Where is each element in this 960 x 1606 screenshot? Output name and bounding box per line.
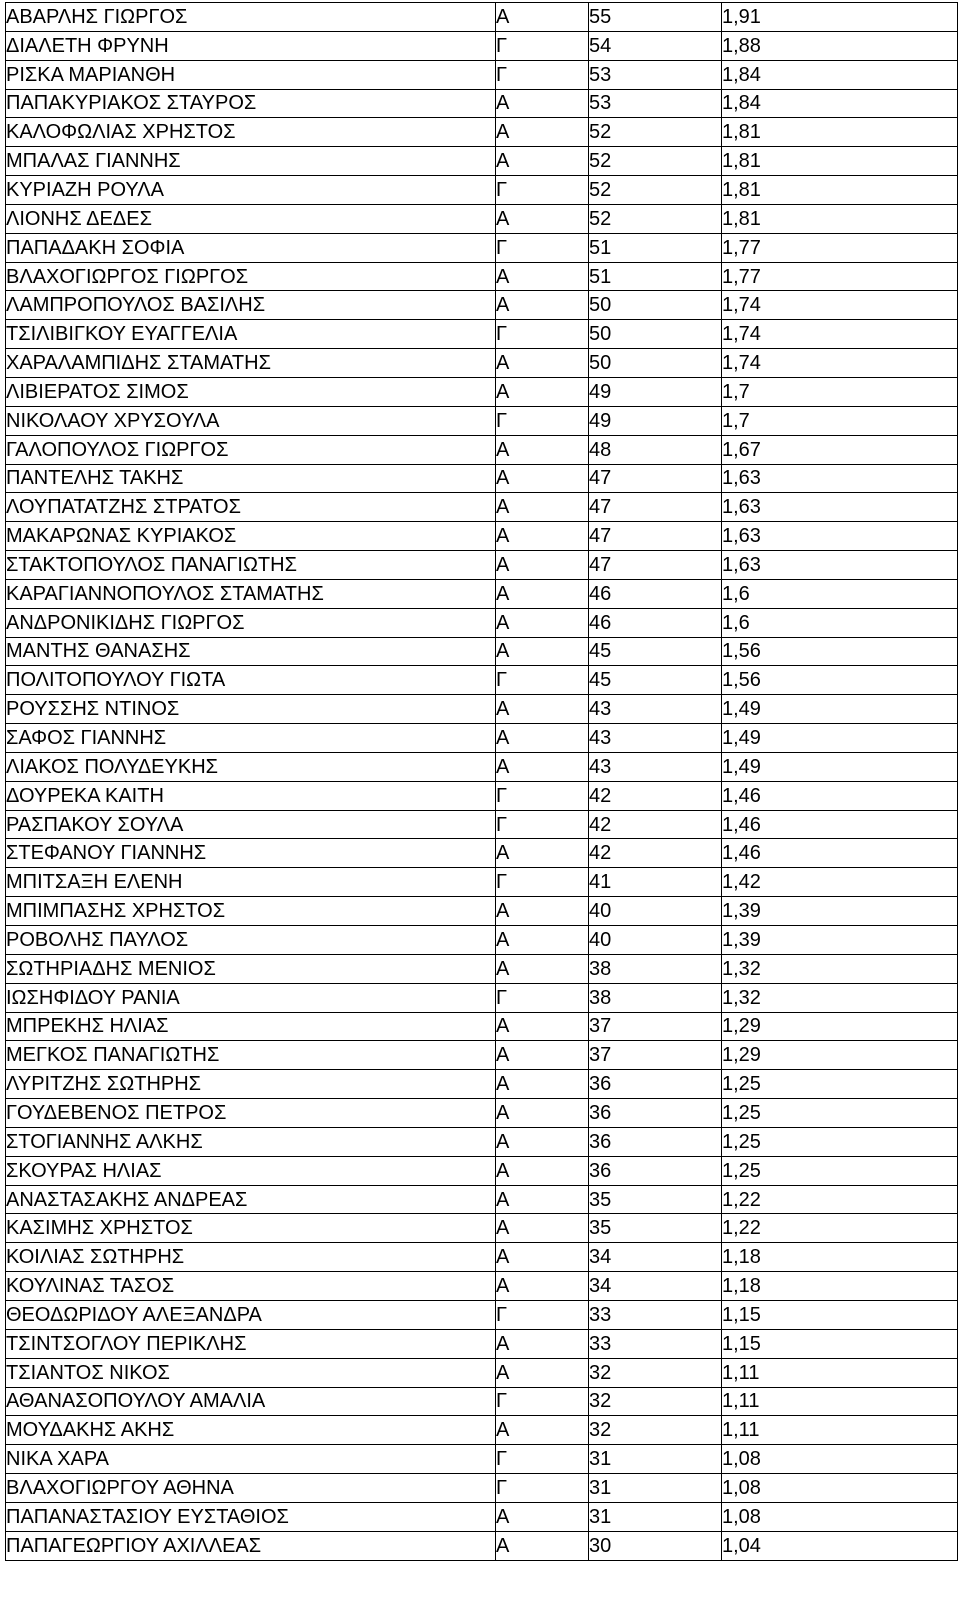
- ratio-cell: 1,63: [722, 522, 958, 551]
- name-cell: ΜΠΙΜΠΑΣΗΣ ΧΡΗΣΤΟΣ: [6, 897, 496, 926]
- name-cell: ΣΑΦΟΣ ΓΙΑΝΝΗΣ: [6, 724, 496, 753]
- score-cell: 32: [589, 1416, 722, 1445]
- name-cell: ΓΑΛΟΠΟΥΛΟΣ ΓΙΩΡΓΟΣ: [6, 435, 496, 464]
- name-cell: ΓΟΥΔΕΒΕΝΟΣ ΠΕΤΡΟΣ: [6, 1099, 496, 1128]
- name-cell: ΚΑΡΑΓΙΑΝΝΟΠΟΥΛΟΣ ΣΤΑΜΑΤΗΣ: [6, 579, 496, 608]
- category-cell: Α: [496, 1531, 589, 1560]
- table-row: [6, 983, 958, 1012]
- table-row: [6, 493, 958, 522]
- category-cell: Α: [496, 695, 589, 724]
- ratio-cell: 1,46: [722, 839, 958, 868]
- score-cell: 38: [589, 983, 722, 1012]
- table-row: [6, 204, 958, 233]
- table-row: [6, 262, 958, 291]
- table-row: [6, 31, 958, 60]
- table-row: [6, 551, 958, 580]
- category-cell: Α: [496, 954, 589, 983]
- category-cell: Α: [496, 291, 589, 320]
- ratio-cell: 1,18: [722, 1243, 958, 1272]
- score-cell: 52: [589, 147, 722, 176]
- score-cell: 46: [589, 608, 722, 637]
- score-cell: 49: [589, 406, 722, 435]
- ratio-cell: 1,22: [722, 1185, 958, 1214]
- name-cell: ΡΟΥΣΣΗΣ ΝΤΙΝΟΣ: [6, 695, 496, 724]
- score-cell: 45: [589, 666, 722, 695]
- table-row: [6, 522, 958, 551]
- ratio-cell: 1,08: [722, 1474, 958, 1503]
- table-row: [6, 1099, 958, 1128]
- category-cell: Α: [496, 1185, 589, 1214]
- name-cell: ΠΑΝΤΕΛΗΣ ΤΑΚΗΣ: [6, 464, 496, 493]
- table-row: [6, 1272, 958, 1301]
- category-cell: Α: [496, 1502, 589, 1531]
- score-cell: 33: [589, 1300, 722, 1329]
- table-row: [6, 810, 958, 839]
- category-cell: Γ: [496, 868, 589, 897]
- category-cell: Α: [496, 147, 589, 176]
- ratio-cell: 1,39: [722, 897, 958, 926]
- score-cell: 49: [589, 377, 722, 406]
- category-cell: Γ: [496, 1474, 589, 1503]
- ratio-cell: 1,08: [722, 1445, 958, 1474]
- ratio-cell: 1,42: [722, 868, 958, 897]
- name-cell: ΚΑΣΙΜΗΣ ΧΡΗΣΤΟΣ: [6, 1214, 496, 1243]
- name-cell: ΤΣΙΑΝΤΟΣ ΝΙΚΟΣ: [6, 1358, 496, 1387]
- table-row: [6, 1474, 958, 1503]
- name-cell: ΚΥΡΙΑΖΗ ΡΟΥΛΑ: [6, 176, 496, 205]
- category-cell: Α: [496, 1041, 589, 1070]
- name-cell: ΠΑΠΑΓΕΩΡΓΙΟΥ ΑΧΙΛΛΕΑΣ: [6, 1531, 496, 1560]
- name-cell: ΠΑΠΑΝΑΣΤΑΣΙΟΥ ΕΥΣΤΑΘΙΟΣ: [6, 1502, 496, 1531]
- table-row: [6, 868, 958, 897]
- ratio-cell: 1,84: [722, 60, 958, 89]
- name-cell: ΜΟΥΔΑΚΗΣ ΑΚΗΣ: [6, 1416, 496, 1445]
- score-cell: 54: [589, 31, 722, 60]
- score-cell: 36: [589, 1156, 722, 1185]
- table-row: [6, 579, 958, 608]
- table-row: [6, 1445, 958, 1474]
- score-cell: 31: [589, 1445, 722, 1474]
- ratio-cell: 1,08: [722, 1502, 958, 1531]
- category-cell: Γ: [496, 320, 589, 349]
- name-cell: ΤΣΙΝΤΣΟΓΛΟΥ ΠΕΡΙΚΛΗΣ: [6, 1329, 496, 1358]
- category-cell: Α: [496, 1329, 589, 1358]
- name-cell: ΣΤΑΚΤΟΠΟΥΛΟΣ ΠΑΝΑΓΙΩΤΗΣ: [6, 551, 496, 580]
- score-cell: 37: [589, 1012, 722, 1041]
- name-cell: ΡΙΣΚΑ ΜΑΡΙΑΝΘΗ: [6, 60, 496, 89]
- category-cell: Α: [496, 1012, 589, 1041]
- table-row: [6, 233, 958, 262]
- score-cell: 42: [589, 839, 722, 868]
- ratio-cell: 1,04: [722, 1531, 958, 1560]
- name-cell: ΜΕΓΚΟΣ ΠΑΝΑΓΙΩΤΗΣ: [6, 1041, 496, 1070]
- score-cell: 35: [589, 1214, 722, 1243]
- score-cell: 43: [589, 724, 722, 753]
- ratio-cell: 1,32: [722, 983, 958, 1012]
- name-cell: ΣΩΤΗΡΙΑΔΗΣ ΜΕΝΙΟΣ: [6, 954, 496, 983]
- ratio-cell: 1,7: [722, 377, 958, 406]
- table-row: [6, 89, 958, 118]
- name-cell: ΔΟΥΡΕΚΑ ΚΑΙΤΗ: [6, 781, 496, 810]
- name-cell: ΑΝΑΣΤΑΣΑΚΗΣ ΑΝΔΡΕΑΣ: [6, 1185, 496, 1214]
- score-cell: 31: [589, 1502, 722, 1531]
- score-cell: 42: [589, 781, 722, 810]
- score-cell: 52: [589, 176, 722, 205]
- category-cell: Α: [496, 926, 589, 955]
- name-cell: ΛΙΑΚΟΣ ΠΟΛΥΔΕΥΚΗΣ: [6, 752, 496, 781]
- score-cell: 42: [589, 810, 722, 839]
- table-row: [6, 897, 958, 926]
- ratio-cell: 1,7: [722, 406, 958, 435]
- table-row: [6, 752, 958, 781]
- ratio-cell: 1,49: [722, 752, 958, 781]
- ratio-cell: 1,88: [722, 31, 958, 60]
- name-cell: ΛΙΒΙΕΡΑΤΟΣ ΣΙΜΟΣ: [6, 377, 496, 406]
- name-cell: ΠΑΠΑΔΑΚΗ ΣΟΦΙΑ: [6, 233, 496, 262]
- ratio-cell: 1,25: [722, 1099, 958, 1128]
- score-cell: 33: [589, 1329, 722, 1358]
- ratio-cell: 1,56: [722, 666, 958, 695]
- table-row: [6, 666, 958, 695]
- table-row: [6, 464, 958, 493]
- score-cell: 36: [589, 1070, 722, 1099]
- category-cell: Α: [496, 522, 589, 551]
- score-cell: 46: [589, 579, 722, 608]
- score-cell: 47: [589, 522, 722, 551]
- category-cell: Α: [496, 464, 589, 493]
- name-cell: ΠΟΛΙΤΟΠΟΥΛΟΥ ΓΙΩΤΑ: [6, 666, 496, 695]
- ratio-cell: 1,22: [722, 1214, 958, 1243]
- category-cell: Γ: [496, 810, 589, 839]
- table-row: [6, 1531, 958, 1560]
- table-row: [6, 1243, 958, 1272]
- ratio-cell: 1,39: [722, 926, 958, 955]
- score-cell: 51: [589, 262, 722, 291]
- name-cell: ΣΤΟΓΙΑΝΝΗΣ ΑΛΚΗΣ: [6, 1127, 496, 1156]
- name-cell: ΑΒΑΡΛΗΣ ΓΙΩΡΓΟΣ: [6, 3, 496, 32]
- table-row: [6, 1185, 958, 1214]
- table-row: [6, 349, 958, 378]
- ratio-cell: 1,77: [722, 262, 958, 291]
- name-cell: ΑΘΑΝΑΣΟΠΟΥΛΟΥ ΑΜΑΛΙΑ: [6, 1387, 496, 1416]
- ratio-cell: 1,6: [722, 608, 958, 637]
- table-row: [6, 3, 958, 32]
- name-cell: ΡΑΣΠΑΚΟΥ ΣΟΥΛΑ: [6, 810, 496, 839]
- score-cell: 53: [589, 89, 722, 118]
- ratio-cell: 1,32: [722, 954, 958, 983]
- ratio-cell: 1,15: [722, 1300, 958, 1329]
- category-cell: Α: [496, 724, 589, 753]
- table-row: [6, 406, 958, 435]
- category-cell: Α: [496, 579, 589, 608]
- ratio-cell: 1,25: [722, 1070, 958, 1099]
- category-cell: Α: [496, 897, 589, 926]
- name-cell: ΚΟΥΛΙΝΑΣ ΤΑΣΟΣ: [6, 1272, 496, 1301]
- score-cell: 47: [589, 551, 722, 580]
- category-cell: Γ: [496, 31, 589, 60]
- category-cell: Γ: [496, 983, 589, 1012]
- ratio-cell: 1,18: [722, 1272, 958, 1301]
- results-table: [5, 2, 958, 1561]
- name-cell: ΔΙΑΛΕΤΗ ΦΡΥΝΗ: [6, 31, 496, 60]
- ratio-cell: 1,25: [722, 1127, 958, 1156]
- ratio-cell: 1,81: [722, 176, 958, 205]
- ratio-cell: 1,46: [722, 810, 958, 839]
- ratio-cell: 1,67: [722, 435, 958, 464]
- category-cell: Α: [496, 1156, 589, 1185]
- score-cell: 32: [589, 1358, 722, 1387]
- ratio-cell: 1,81: [722, 204, 958, 233]
- name-cell: ΛΟΥΠΑΤΑΤΖΗΣ ΣΤΡΑΤΟΣ: [6, 493, 496, 522]
- name-cell: ΜΑΝΤΗΣ ΘΑΝΑΣΗΣ: [6, 637, 496, 666]
- score-cell: 43: [589, 695, 722, 724]
- table-row: [6, 147, 958, 176]
- ratio-cell: 1,77: [722, 233, 958, 262]
- score-cell: 34: [589, 1272, 722, 1301]
- score-cell: 48: [589, 435, 722, 464]
- table-row: [6, 724, 958, 753]
- category-cell: Α: [496, 118, 589, 147]
- name-cell: ΜΑΚΑΡΩΝΑΣ ΚΥΡΙΑΚΟΣ: [6, 522, 496, 551]
- score-cell: 37: [589, 1041, 722, 1070]
- category-cell: Α: [496, 637, 589, 666]
- category-cell: Α: [496, 1416, 589, 1445]
- name-cell: ΚΟΙΛΙΑΣ ΣΩΤΗΡΗΣ: [6, 1243, 496, 1272]
- category-cell: Α: [496, 1243, 589, 1272]
- ratio-cell: 1,74: [722, 349, 958, 378]
- name-cell: ΒΛΑΧΟΓΙΩΡΓΟΣ ΓΙΩΡΓΟΣ: [6, 262, 496, 291]
- table-row: [6, 1300, 958, 1329]
- table-row: [6, 839, 958, 868]
- ratio-cell: 1,81: [722, 118, 958, 147]
- score-cell: 47: [589, 493, 722, 522]
- score-cell: 30: [589, 1531, 722, 1560]
- category-cell: Α: [496, 89, 589, 118]
- score-cell: 40: [589, 926, 722, 955]
- table-row: [6, 1329, 958, 1358]
- score-cell: 53: [589, 60, 722, 89]
- table-row: [6, 608, 958, 637]
- name-cell: ΧΑΡΑΛΑΜΠΙΔΗΣ ΣΤΑΜΑΤΗΣ: [6, 349, 496, 378]
- name-cell: ΡΟΒΟΛΗΣ ΠΑΥΛΟΣ: [6, 926, 496, 955]
- score-cell: 52: [589, 204, 722, 233]
- category-cell: Α: [496, 1127, 589, 1156]
- ratio-cell: 1,15: [722, 1329, 958, 1358]
- score-cell: 50: [589, 349, 722, 378]
- name-cell: ΣΤΕΦΑΝΟΥ ΓΙΑΝΝΗΣ: [6, 839, 496, 868]
- ratio-cell: 1,74: [722, 291, 958, 320]
- table-row: [6, 118, 958, 147]
- score-cell: 34: [589, 1243, 722, 1272]
- ratio-cell: 1,63: [722, 464, 958, 493]
- name-cell: ΝΙΚΑ ΧΑΡΑ: [6, 1445, 496, 1474]
- table-row: [6, 1070, 958, 1099]
- table-row: [6, 637, 958, 666]
- ratio-cell: 1,25: [722, 1156, 958, 1185]
- score-cell: 45: [589, 637, 722, 666]
- table-row: [6, 1156, 958, 1185]
- score-cell: 36: [589, 1099, 722, 1128]
- ratio-cell: 1,29: [722, 1041, 958, 1070]
- score-cell: 31: [589, 1474, 722, 1503]
- ratio-cell: 1,56: [722, 637, 958, 666]
- score-cell: 52: [589, 118, 722, 147]
- table-row: [6, 1041, 958, 1070]
- category-cell: Α: [496, 1272, 589, 1301]
- category-cell: Γ: [496, 1445, 589, 1474]
- table-row: [6, 435, 958, 464]
- ratio-cell: 1,63: [722, 493, 958, 522]
- category-cell: Α: [496, 1214, 589, 1243]
- category-cell: Α: [496, 262, 589, 291]
- score-cell: 50: [589, 320, 722, 349]
- category-cell: Α: [496, 377, 589, 406]
- category-cell: Α: [496, 608, 589, 637]
- name-cell: ΘΕΟΔΩΡΙΔΟΥ ΑΛΕΞΑΝΔΡΑ: [6, 1300, 496, 1329]
- score-cell: 35: [589, 1185, 722, 1214]
- category-cell: Α: [496, 349, 589, 378]
- table-row: [6, 1502, 958, 1531]
- table-row: [6, 1416, 958, 1445]
- table-row: [6, 320, 958, 349]
- name-cell: ΛΥΡΙΤΖΗΣ ΣΩΤΗΡΗΣ: [6, 1070, 496, 1099]
- score-cell: 50: [589, 291, 722, 320]
- category-cell: Γ: [496, 1300, 589, 1329]
- table-row: [6, 1127, 958, 1156]
- name-cell: ΠΑΠΑΚΥΡΙΑΚΟΣ ΣΤΑΥΡΟΣ: [6, 89, 496, 118]
- score-cell: 41: [589, 868, 722, 897]
- ratio-cell: 1,11: [722, 1358, 958, 1387]
- category-cell: Α: [496, 839, 589, 868]
- name-cell: ΣΚΟΥΡΑΣ ΗΛΙΑΣ: [6, 1156, 496, 1185]
- score-cell: 40: [589, 897, 722, 926]
- category-cell: Α: [496, 1070, 589, 1099]
- category-cell: Γ: [496, 666, 589, 695]
- ratio-cell: 1,6: [722, 579, 958, 608]
- score-cell: 55: [589, 3, 722, 32]
- name-cell: ΜΠΡΕΚΗΣ ΗΛΙΑΣ: [6, 1012, 496, 1041]
- name-cell: ΒΛΑΧΟΓΙΩΡΓΟΥ ΑΘΗΝΑ: [6, 1474, 496, 1503]
- category-cell: Γ: [496, 233, 589, 262]
- name-cell: ΛΙΟΝΗΣ ΔΕΔΕΣ: [6, 204, 496, 233]
- score-cell: 38: [589, 954, 722, 983]
- table-row: [6, 781, 958, 810]
- ratio-cell: 1,84: [722, 89, 958, 118]
- name-cell: ΙΩΣΗΦΙΔΟΥ ΡΑΝΙΑ: [6, 983, 496, 1012]
- table-row: [6, 1387, 958, 1416]
- table-row: [6, 377, 958, 406]
- score-cell: 43: [589, 752, 722, 781]
- score-cell: 47: [589, 464, 722, 493]
- ratio-cell: 1,74: [722, 320, 958, 349]
- table-row: [6, 926, 958, 955]
- table-row: [6, 695, 958, 724]
- ratio-cell: 1,49: [722, 724, 958, 753]
- table-row: [6, 60, 958, 89]
- score-cell: 36: [589, 1127, 722, 1156]
- ratio-cell: 1,63: [722, 551, 958, 580]
- score-cell: 51: [589, 233, 722, 262]
- name-cell: ΤΣΙΛΙΒΙΓΚΟΥ ΕΥΑΓΓΕΛΙΑ: [6, 320, 496, 349]
- category-cell: Γ: [496, 1387, 589, 1416]
- table-row: [6, 1358, 958, 1387]
- results-table-body: [6, 3, 958, 1561]
- category-cell: Α: [496, 493, 589, 522]
- category-cell: Γ: [496, 176, 589, 205]
- category-cell: Α: [496, 752, 589, 781]
- name-cell: ΚΑΛΟΦΩΛΙΑΣ ΧΡΗΣΤΟΣ: [6, 118, 496, 147]
- ratio-cell: 1,11: [722, 1416, 958, 1445]
- category-cell: Α: [496, 204, 589, 233]
- category-cell: Α: [496, 551, 589, 580]
- table-row: [6, 176, 958, 205]
- name-cell: ΛΑΜΠΡΟΠΟΥΛΟΣ ΒΑΣΙΛΗΣ: [6, 291, 496, 320]
- category-cell: Α: [496, 3, 589, 32]
- ratio-cell: 1,49: [722, 695, 958, 724]
- ratio-cell: 1,81: [722, 147, 958, 176]
- category-cell: Α: [496, 1099, 589, 1128]
- table-row: [6, 954, 958, 983]
- table-row: [6, 291, 958, 320]
- table-row: [6, 1214, 958, 1243]
- category-cell: Γ: [496, 60, 589, 89]
- name-cell: ΜΠΑΛΑΣ ΓΙΑΝΝΗΣ: [6, 147, 496, 176]
- category-cell: Γ: [496, 781, 589, 810]
- ratio-cell: 1,11: [722, 1387, 958, 1416]
- name-cell: ΑΝΔΡΟΝΙΚΙΔΗΣ ΓΙΩΡΓΟΣ: [6, 608, 496, 637]
- ratio-cell: 1,91: [722, 3, 958, 32]
- category-cell: Α: [496, 1358, 589, 1387]
- name-cell: ΜΠΙΤΣΑΞΗ ΕΛΕΝΗ: [6, 868, 496, 897]
- table-row: [6, 1012, 958, 1041]
- ratio-cell: 1,46: [722, 781, 958, 810]
- name-cell: ΝΙΚΟΛΑΟΥ ΧΡΥΣΟΥΛΑ: [6, 406, 496, 435]
- ratio-cell: 1,29: [722, 1012, 958, 1041]
- category-cell: Γ: [496, 406, 589, 435]
- score-cell: 32: [589, 1387, 722, 1416]
- category-cell: Α: [496, 435, 589, 464]
